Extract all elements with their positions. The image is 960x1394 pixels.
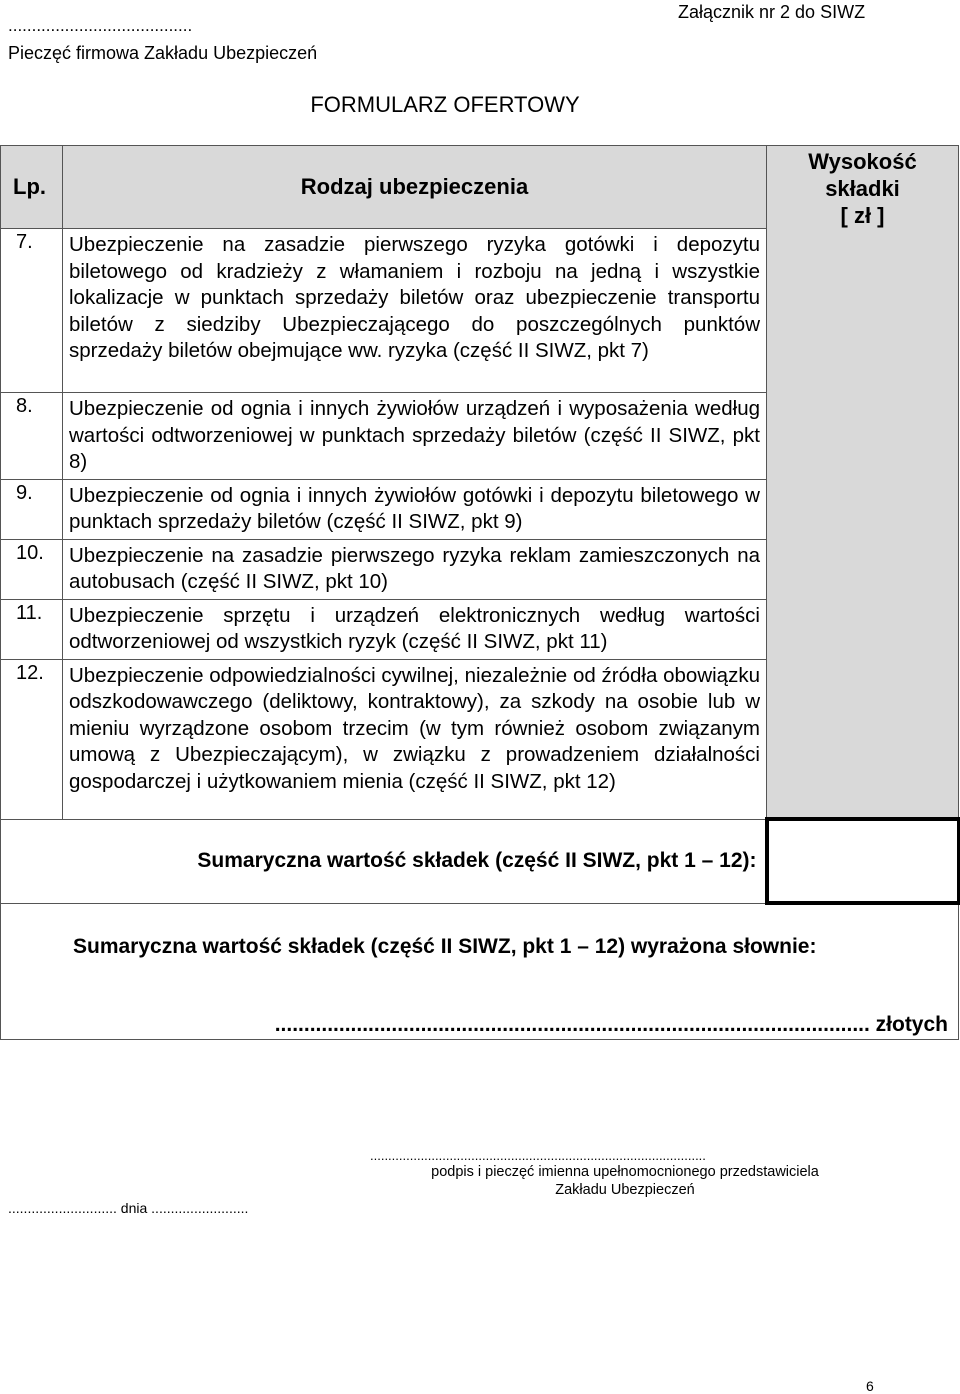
row-lp: 12.	[1, 659, 63, 819]
row-lp: 7.	[1, 229, 63, 393]
row-lp: 9.	[1, 479, 63, 539]
row-description: Ubezpieczenie sprzętu i urządzeń elektronicznych według wartości odtworzeniowej od wszystkich ryzyk (część II SIWZ, pkt 11)	[63, 599, 767, 659]
col-wysokosc-header	[767, 146, 959, 820]
row-description: Ubezpieczenie od ognia i innych żywiołów gotówki i depozytu biletowego w punktach sprzedaży biletów (część II SIWZ, pkt 9)	[63, 479, 767, 539]
signature-label	[370, 1163, 880, 1199]
row-description: Ubezpieczenie na zasadzie pierwszego ryzyka reklam zamieszczonych na autobusach (część II SIWZ, pkt 10)	[63, 539, 767, 599]
col-lp-header: Lp.	[1, 146, 63, 229]
date-line: ............................ dnia .........................	[8, 1200, 249, 1216]
signature-label-line-2: Zakładu Ubezpieczeń	[555, 1182, 695, 1198]
row-lp: 10.	[1, 539, 63, 599]
sum-row	[1, 819, 959, 903]
sum-label: Sumaryczna wartość składek (część II SIWZ, pkt 1 – 12):	[1, 819, 767, 903]
signature-dots: .............................................................................................	[370, 1148, 706, 1163]
col-wysokosc-line-3: [ zł ]	[840, 203, 885, 228]
col-wysokosc-line-1: Wysokość	[808, 149, 917, 174]
sum-value-field[interactable]	[767, 819, 959, 903]
row-lp: 11.	[1, 599, 63, 659]
slownie-field[interactable]: ...................................................................................................... złotych	[274, 1013, 948, 1036]
col-wysokosc-line-2: składki	[825, 176, 900, 201]
slownie-row	[1, 903, 959, 1039]
col-rodzaj-header: Rodzaj ubezpieczenia	[63, 146, 767, 229]
row-lp: 8.	[1, 393, 63, 480]
row-description: Ubezpieczenie na zasadzie pierwszego ryzyka gotówki i depozytu biletowego od kradzieży z włamaniem i rozboju na jedną i wszystkie lokalizacje w punktach sprzedaży biletów oraz ubezpieczenie transportu biletów z siedziby Ubezpieczającego do poszczególnych punktów sprzedaży biletów obejmujące ww. ryzyka (część II SIWZ, pkt 7)	[63, 229, 767, 393]
row-description: Ubezpieczenie od ognia i innych żywiołów urządzeń i wyposażenia według wartości odtworzeniowej w punktach sprzedaży biletów (część II SIWZ, pkt 8)	[63, 393, 767, 480]
table-header-row	[1, 146, 959, 229]
stamp-dots: .......................................	[8, 16, 193, 35]
offer-table	[0, 145, 960, 1040]
stamp-label: Pieczęć firmowa Zakładu Ubezpieczeń	[8, 43, 318, 63]
slownie-label: Sumaryczna wartość składek (część II SIWZ, pkt 1 – 12) wyrażona słownie:	[73, 935, 817, 958]
attachment-label: Załącznik nr 2 do SIWZ	[678, 2, 866, 22]
page-number: 6	[866, 1378, 874, 1394]
slownie-cell	[1, 903, 959, 1039]
page-title: FORMULARZ OFERTOWY	[310, 92, 580, 117]
signature-label-line-1: podpis i pieczęć imienna upełnomocnionego przedstawiciela	[431, 1164, 819, 1180]
row-description: Ubezpieczenie odpowiedzialności cywilnej, niezależnie od źródła obowiązku odszkodowawczego (deliktowy, kontraktowy), za szkody na osobie lub w mieniu wyrządzone osobom trzecim (w tym również osobom związanym umową z Ubezpieczającym), w związku z prowadzeniem działalności gospodarczej i użytkowaniem mienia (część II SIWZ, pkt 12)	[63, 659, 767, 819]
